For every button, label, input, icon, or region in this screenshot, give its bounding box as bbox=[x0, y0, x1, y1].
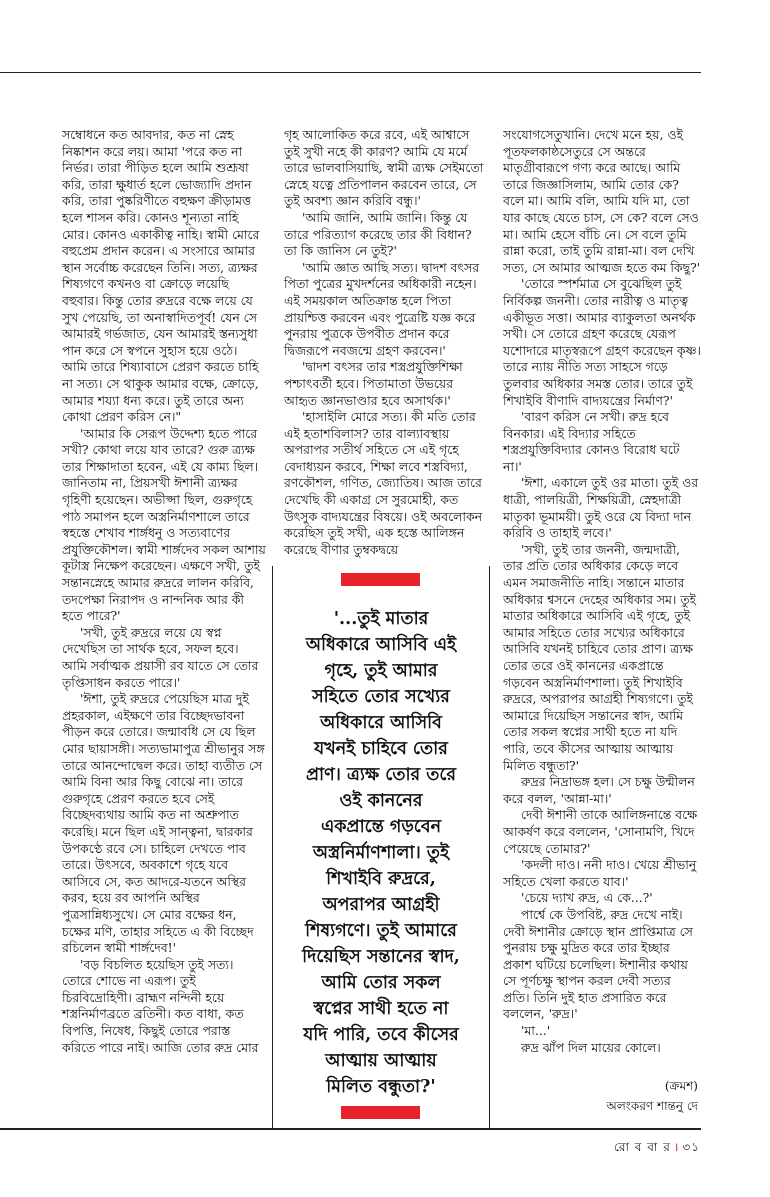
pull-quote-bottom-bar bbox=[341, 1106, 420, 1119]
pull-quote-line: অধিকারে আসিবি এই bbox=[305, 635, 457, 655]
paragraph: দেবী ঈশানী তাকে আলিঙ্গনান্তে বক্ষে আকর্ষণ করে বললেন, 'সোনামণি, খিদে পেয়েছে তোমার?' bbox=[503, 807, 698, 856]
top-rule bbox=[0, 72, 701, 73]
paragraph: 'সখী, তুই তার জননী, জন্মদাত্রী, তার প্রতি তোর অধিকার কেড়ে লবে এমন সমাজনীতি নাহি। সন্তানে মাতার অধিকার শ্বসনে দেহের অধিকার সম। তুই মাতার অধিকারে আসিবি এই গৃহে, তুই আমার সহিতে তোর সখ্যের অধিকারে আসিবি যখনই চাহিবে তোর প্রাণ। ত্র্যক্ষ তোর তরে ওই কাননের একপ্রান্তে গড়বেন অস্ত্রনির্মাণশালা। তুই শিখাইবি রুদ্ররে, অপরাপর আগ্রহী শিষ্যগণে। তুই আমারে দিয়েছিস সন্তানের স্বাদ, আমি তোর সকল স্বপ্নের সাথী হতে না যদি পারি, তবে কীসের আত্মায় আত্মায় মিলিত বন্ধুতা?' bbox=[503, 541, 696, 773]
pull-quote-line: অপরাপর আগ্রহী bbox=[322, 895, 440, 915]
pull-quote-line: শিখাইবি রুদ্ররে, bbox=[326, 869, 436, 889]
paragraph: রুদ্র ঝাঁপ দিল মায়ের কোলে। bbox=[521, 1039, 661, 1055]
paragraph: 'তোরে স্পর্শমাত্র সে বুঝেছিল তুই নির্বিকল্প জননী। তোর নারীত্ব ও মাতৃত্ব একীভূত সত্তা। আমার ব্যাকুলতা অনর্থক সখী। সে তোরে গ্রহণ করেছে যেরূপ যশোদারে মাতৃস্বরূপে গ্রহণ করেছেন কৃষ্ণ। তারে ন্যায় নীতি সত্য সাহসে গড়ে তুলবার অধিকার সমস্ত তোর। তারে তুই শিখাইবি বীণাদি বাদ্যযন্ত্রের নির্মাণ?' bbox=[503, 276, 701, 408]
article-column-1 bbox=[62, 127, 266, 1056]
paragraph: 'আমি জানি, আমি জানি। কিন্তু যে তারে পরিত্যাগ করেছে তার কী বিধান? তা কি জানিস নে তুই?' bbox=[284, 209, 472, 259]
paragraph: সংযোগসেতুখানি। দেখে মনে হয়, ওই পূতফলকাষ্ঠসেতুরে সে অন্তরে মাতৃগ্রীবারূপে গণ্য করে আছে। আমি তারে জিজ্ঞাসিলাম, আমি তোর কে? বলে মা। আমি বলি, আমি যদি মা, তো যার কাছে যেতে চাস, সে কে? বলে সেও মা। আমি হেসে বাঁচি নে। সে বলে তুমি রান্না করো, তাই তুমি রান্না-মা। বল দেখি সত্য, সে আমার আত্মজ হতে কম কিছু?' bbox=[503, 127, 701, 275]
paragraph: 'আমার কি সেরূপ উদ্দেশ্য হতে পারে সখী? কোথা লয়ে যাব তারে? গুরু ত্র্যক্ষ তার শিক্ষাদাতা হবেন, এই যে কাম্য ছিল। জানিতাম না, প্রিয়সখী ঈশানী ত্র্যক্ষর গৃহিণী হয়েছেন। অভীপ্সা ছিল, গুরুগৃহে পাঠ সমাপন হলে অস্ত্রনির্মাণশালে তারে স্বহস্তে শেখাব শার্ঙ্গধনু ও সত্যবাণের প্রযুক্তিকৌশল। স্বামী শার্ঙ্গদেব সকল আশায় কূটাস্ত্র নিক্ষেপ করেছেন। এক্ষণে সখী, তুই সন্তানস্নেহে আমার রুদ্ররে লালন করিবি, তদপেক্ষা নিরাপদ ও নান্দনিক আর কী হতে পারে?' bbox=[62, 425, 266, 624]
paragraph: 'চেয়ে দ্যাখ রুদ্র, এ কে...?' bbox=[521, 890, 653, 906]
pull-quote-line: যদি পারি, তবে কীসের bbox=[303, 1025, 459, 1045]
paragraph: 'মা...' bbox=[521, 1023, 551, 1039]
paragraph: 'সখী, তুই রুদ্ররে লয়ে যে স্বপ্ন দেখেছিস তা সার্থক হবে, সফল হবে। আমি সর্বাত্মক প্রয়াসী রব যাতে সে তোর তৃপ্তিসাধন করতে পারে।' bbox=[62, 624, 259, 690]
pull-quote-line: আত্মায় আত্মায় bbox=[325, 1051, 437, 1071]
pull-quote-line: একপ্রান্তে গড়বেন bbox=[320, 817, 442, 837]
paragraph: 'দ্বাদশ বৎসর তার শস্ত্রপ্রযুক্তিশিক্ষা পশ্চাৎবর্তী হবে। পিতামাতা উভয়ের আহৃত জ্ঞানভাণ্ডার হবে অসার্থক।' bbox=[284, 359, 463, 408]
illustration-credit: অলংকরণ শান্তনু দে bbox=[606, 1099, 698, 1113]
magazine-name: রো ব বা র bbox=[614, 1140, 671, 1154]
article-column-3 bbox=[503, 127, 701, 1056]
pull-quote-line: আমি তোর সকল bbox=[321, 973, 441, 993]
paragraph: সম্বোধনে কত আবদার, কত না স্নেহ নিষ্কাশন করে লয়। আমা 'পরে কত না নির্ভর। তারা পীড়িত হলে আমি শুশ্রূষা করি, তারা ক্ষুধার্ত হলে ভোজ্যাদি প্রদান করি, তারা পুষ্করিণীতে বহুক্ষণ ক্রীড়ামত্ত হলে শাসন করি। কোনও শূন্যতা নাহি মোর। কোনও একাকীত্ব নাহি। স্বামী মোরে বহুপ্রেম প্রদান করেন। এ সংসারে আমার স্থান সর্বোচ্চ করেছেন তিনি। সত্য, ত্র্যক্ষর শিষ্যগণে কখনও বা ক্রোড়ে লয়েছি বহুবার। কিন্তু তোর রুদ্ররে বক্ষে লয়ে যে সুখ পেয়েছি, তা অনাস্বাদিতপূর্ব! যেন সে আমারই গর্ভজাত, যেন আমারই স্তন্যসুধা পান করে সে স্বপনে সুহাস হয়ে ওঠে। আমি তারে শিষ্যাবাসে প্রেরণ করতে চাহি না সত্য। সে থাকুক আমার বক্ষে, ক্রোড়ে, আমার শয্যা ধন্য করে। তুই তারে অন্য কোথা প্রেরণ করিস নে।" bbox=[62, 127, 260, 425]
footer-separator: । bbox=[673, 1140, 680, 1154]
pull-quote-line: অধিকারে আসিবি bbox=[320, 713, 442, 733]
paragraph: 'বারণ করিস নে সখী। রুদ্র হবে বিনকার। এই বিদ্যার সহিতে শস্ত্রপ্রযুক্তিবিদ্যার কোনও বিরোধ ঘটে না।' bbox=[503, 409, 680, 474]
pull-quote-top-bar bbox=[341, 573, 420, 586]
page-footer bbox=[614, 1138, 700, 1159]
paragraph: রুদ্রর নিদ্রাভঙ্গ হল। সে চক্ষু উন্মীলন করে বলল, 'আন্না-মা।' bbox=[503, 774, 695, 806]
pull-quote-text bbox=[273, 606, 489, 1100]
pull-quote-line: অস্ত্রনির্মাণশালা। তুই bbox=[312, 843, 450, 863]
paragraph: 'ঈশা, তুই রুদ্ররে পেয়েছিস মাত্র দুই প্রহরকাল, এইক্ষণে তার বিচ্ছেদভাবনা পীড়ন করে তোরে। জন্মাবধি সে যে ছিল মোর ছায়াসঙ্গী। সত্যভামাপুত্র শ্রীভানুর সঙ্গ তারে আনন্দোদ্বেল করে। তাহা ব্যতীত সে আমি বিনা আর কিছু বোঝে না। তারে গুরুগৃহে প্রেরণ করতে হবে সেই বিচ্ছেদব্যথায় আমি কত না অশ্রুপাত করেছি। মনে ছিল এই সান্ত্বনা, দ্বারকার উপকণ্ঠে রবে সে। চাহিলে দেখতে পাব তারে। উৎসবে, অবকাশে গৃহে যবে আসিবে সে, কত আদরে-যতনে অস্থির করব, হয়ে রব আপনি অস্থির পুত্রসান্নিধ্যসুখে। সে মোর বক্ষের ধন, চক্ষের মণি, তাহার সহিতে এ কী বিচ্ছেদ রচিলেন স্বামী শার্ঙ্গদেব!' bbox=[62, 691, 265, 956]
paragraph: 'বড় বিচলিত হয়েছিস তুই সত্য। তোরে শোভে না এরূপ। তুই চিরবিদ্রোহিণী। ব্রাহ্মণ নন্দিনী হয়ে শস্ত্রনির্মাণব্রতে ব্রতিনী। কত বাধা, কত বিপত্তি, নিষেধ, কিছুই তোরে পরাস্ত করিতে পারে নাই। আজি তোর রুদ্র মোর bbox=[62, 956, 259, 1055]
continued-label: (ক্রমশ) bbox=[664, 1079, 698, 1093]
paragraph: 'ঈশা, একালে তুই ওর মাতা। তুই ওর ধাত্রী, পালয়িত্রী, শিক্ষয়িত্রী, স্নেহদাত্রী মাতৃকা ভূমাময়ী। তুই ওরে যে বিদ্যা দান করিবি ও তাহাই লবে।' bbox=[503, 475, 699, 541]
pull-quote-line: সহিতে তোর সখ্যের bbox=[312, 687, 450, 707]
pull-quote-line: '...তুই মাতার bbox=[333, 609, 429, 629]
pull-quote-line: স্বপ্নের সাথী হতে না bbox=[313, 999, 449, 1019]
pull-quote-line: গৃহে, তুই আমার bbox=[324, 661, 438, 681]
paragraph: 'হাসাইলি মোরে সত্য। কী মতি তোর এই হতাশবিলাস? তার বাল্যাবস্থায় অপরাপর সতীর্থ সহিতে সে এই গৃহে বেদাধ্যয়ন করবে, শিক্ষা লবে শস্ত্রবিদ্যা, রণকৌশল, গণিত, জ্যোতিষ। আজ তারে দেখেছি কী একাগ্র সে সুরমোহী, কত উৎসুক বাদ্যযন্ত্রের বিষয়ে। ওই অবলোকন করেছিস তুই সখী, এক হস্তে আলিঙ্গন করেছে বীণার তুম্বকদ্বয়ে bbox=[284, 409, 483, 557]
pull-quote-line: প্রাণ। ত্র্যক্ষ তোর তরে bbox=[305, 765, 457, 785]
pull-quote-line: যখনই চাহিবে তোর bbox=[314, 739, 448, 759]
pull-quote bbox=[273, 566, 489, 1128]
pull-quote-line: শিষ্যগণে। তুই আমারে bbox=[305, 921, 457, 941]
bottom-rule bbox=[0, 1128, 701, 1130]
page-number: ৩১ bbox=[682, 1140, 700, 1154]
pull-quote-line: ওই কাননের bbox=[339, 791, 423, 811]
column-divider-right bbox=[489, 566, 490, 1128]
pull-quote-line: মিলিত বন্ধুতা?' bbox=[326, 1077, 436, 1097]
paragraph: পার্শ্বে কে উপবিষ্ট, রুদ্র দেখে নাই। দেবী ঈশানীর ক্রোড়ে স্থান প্রাপ্তিমাত্র সে পুনরায় চক্ষু মুদ্রিত করে তার ইচ্ছার প্রকাশ ঘটিয়ে চলেছিল। ঈশানীর কথায় সে পূর্ণচক্ষু স্থাপন করল দেবী সত্যর প্রতি। তিনি দুই হাত প্রসারিত করে বললেন, 'রুদ্র।' bbox=[503, 906, 693, 1022]
paragraph: গৃহ আলোকিত করে রবে, এই আশ্বাসে তুই সুখী নহে কী কারণ? আমি যে মর্মে তারে ভালবাসিয়াছি, স্বামী ত্র্যক্ষ সেইমতো স্নেহে যত্নে প্রতিপালন করবেন তারে, সে তুই অবশ্য জ্ঞান করিবি বন্ধু।' bbox=[284, 127, 484, 209]
pull-quote-line: দিয়েছিস সন্তানের স্বাদ, bbox=[302, 947, 460, 967]
paragraph: 'আমি জ্ঞাত আছি সত্য। দ্বাদশ বৎসর পিতা পুত্রের মুখদর্শনের অধিকারী নহেন। এই সময়কাল অতিক্রান্ত হলে পিতা প্রায়শ্চিত্ত করবেন এবং পুত্রেষ্টি যজ্ঞ করে পুনরায় পুত্রকে উপবীত প্রদান করে দ্বিজরূপে নবজন্মে গ্রহণ করবেন।' bbox=[284, 259, 480, 358]
article-column-2 bbox=[284, 127, 488, 558]
paragraph: 'কদলী দাও। ননী দাও। খেয়ে শ্রীভানু সহিতে খেলা করতে যাব।' bbox=[503, 857, 697, 889]
